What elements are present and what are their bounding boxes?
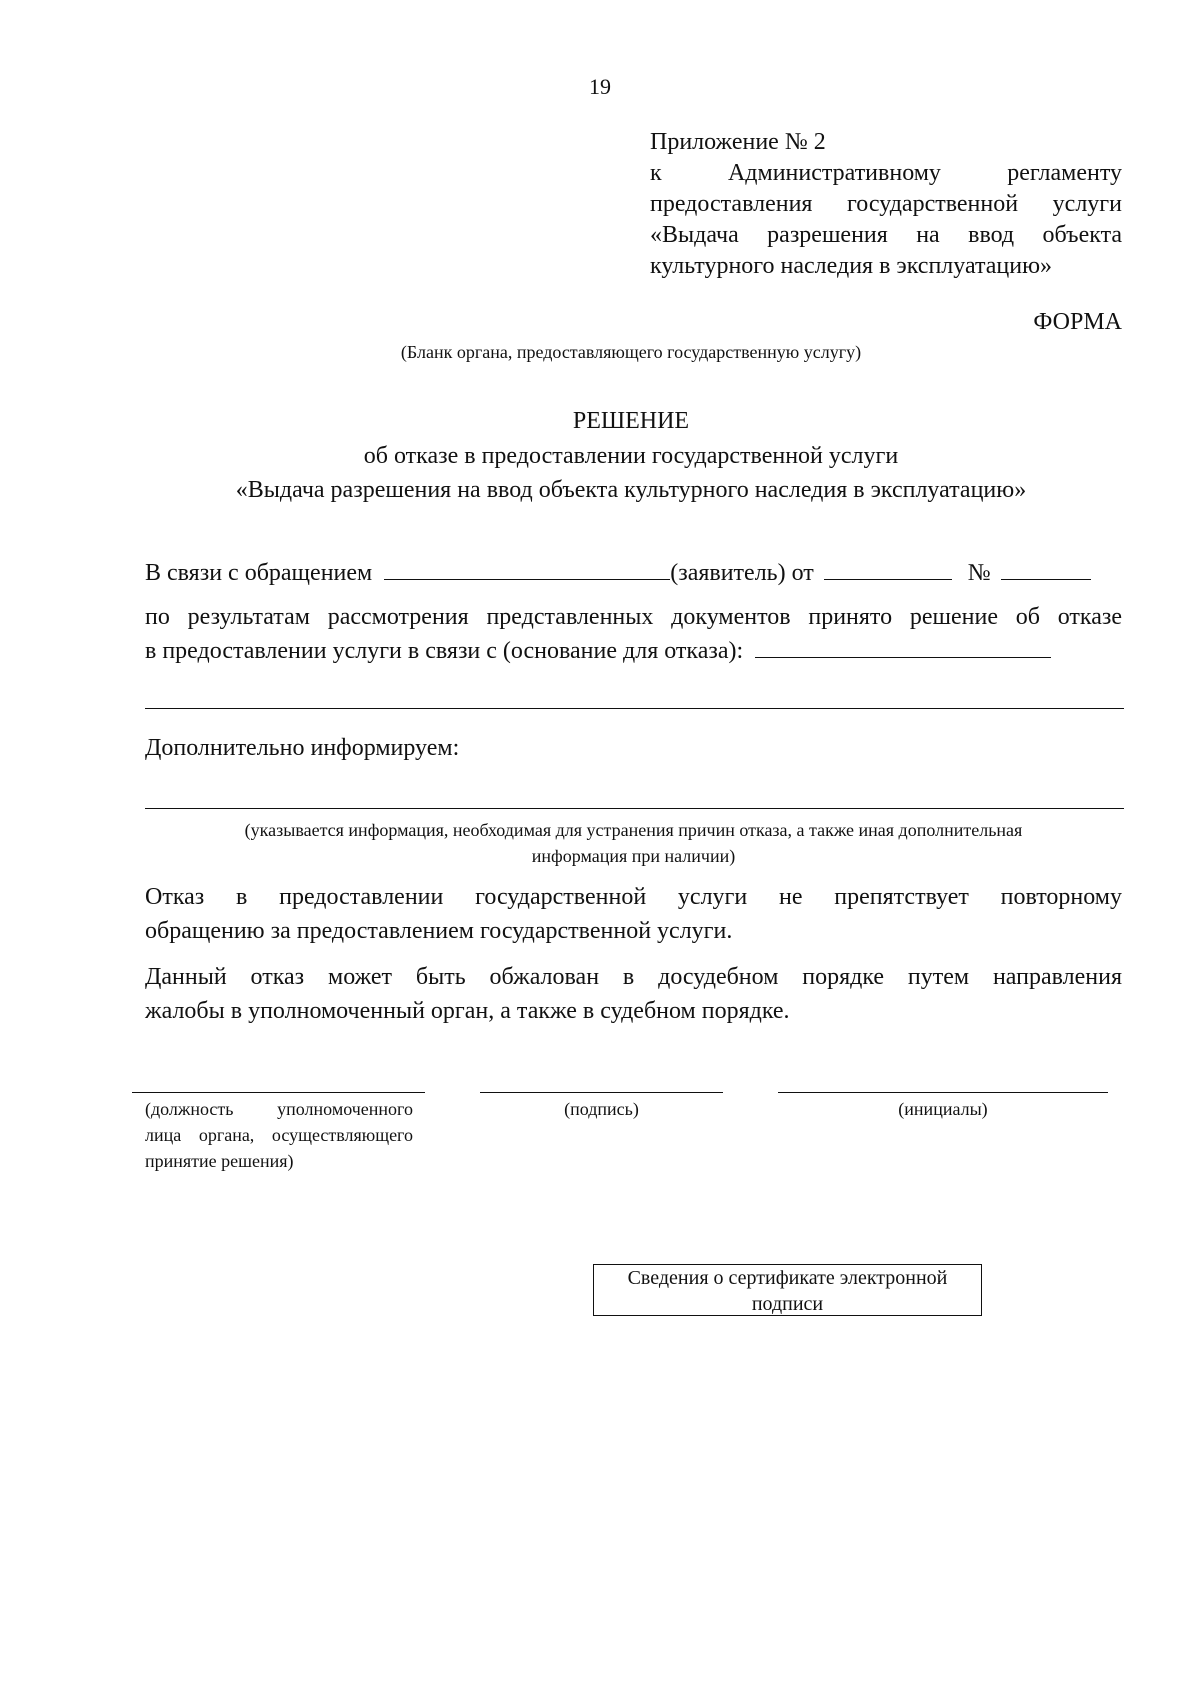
appendix-service-name-line-2: культурного наследия в эксплуатацию» bbox=[650, 253, 1053, 279]
result-line-2-wrap bbox=[145, 634, 1122, 668]
page-number: 19 bbox=[589, 74, 611, 99]
additional-note-line-1: (указывается информация, необходимая для устранения причин отказа, а также иная дополнительная bbox=[244, 820, 1023, 840]
applicant-blank[interactable] bbox=[384, 557, 670, 580]
appeal-line-1: Данный отказ может быть обжалован в досудебном порядке путем направления bbox=[145, 964, 1122, 990]
additional-note-line-2: информация при наличии) bbox=[531, 846, 736, 866]
applicant-label: (заявитель) от bbox=[670, 560, 814, 586]
position-caption: (должность уполномоченного лица органа, осуществляющего принятие решения) bbox=[145, 1099, 413, 1171]
appendix-title: Приложение № 2 bbox=[650, 129, 826, 155]
request-date-blank[interactable] bbox=[824, 557, 952, 580]
appendix-provision-line: предоставления государственной услуги bbox=[650, 191, 1122, 217]
number-sign: № bbox=[967, 560, 991, 586]
letterhead-note: (Бланк органа, предоставляющего государственную услугу) bbox=[400, 342, 862, 362]
request-number-blank[interactable] bbox=[1001, 557, 1091, 580]
signature-line[interactable] bbox=[480, 1092, 723, 1093]
result-line-2: в предоставлении услуги в связи с (основание для отказа): bbox=[145, 638, 744, 664]
e-signature-certificate-box bbox=[593, 1264, 982, 1316]
refusal-reason-blank[interactable] bbox=[755, 635, 1051, 658]
certificate-line-1: Сведения о сертификате электронной bbox=[627, 1267, 948, 1289]
appeal-line-2: жалобы в уполномоченный орган, а также в судебном порядке. bbox=[145, 998, 790, 1024]
request-prefix: В связи с обращением bbox=[145, 560, 373, 586]
refusal-line-2: обращению за предоставлением государственной услуги. bbox=[145, 918, 733, 944]
position-signature-line[interactable] bbox=[132, 1092, 425, 1093]
appendix-service-name-line: «Выдача разрешения на ввод объекта bbox=[650, 222, 1122, 248]
decision-subtitle: об отказе в предоставлении государственной услуги bbox=[363, 443, 899, 469]
result-paragraph bbox=[145, 600, 1122, 668]
decision-service-name: «Выдача разрешения на ввод объекта культурного наследия в эксплуатацию» bbox=[235, 477, 1027, 503]
request-row bbox=[145, 557, 1122, 587]
refusal-line-1: Отказ в предоставлении государственной услуги не препятствует повторному bbox=[145, 884, 1122, 910]
initials-line[interactable] bbox=[778, 1092, 1108, 1093]
appeal-paragraph bbox=[145, 960, 1122, 1028]
certificate-line-2: подписи bbox=[751, 1293, 824, 1315]
initials-caption: (инициалы) bbox=[898, 1099, 988, 1119]
signature-caption: (подпись) bbox=[564, 1099, 639, 1119]
result-line-1: по результатам рассмотрения представленных документов принято решение об отказе bbox=[145, 604, 1122, 630]
appendix-regulation-line: к Административному регламенту bbox=[650, 160, 1122, 186]
additional-info-note bbox=[145, 817, 1122, 869]
refusal-paragraph bbox=[145, 880, 1122, 948]
decision-title: РЕШЕНИЕ bbox=[572, 408, 690, 434]
additional-info-heading: Дополнительно информируем: bbox=[145, 735, 460, 761]
form-label: ФОРМА bbox=[1033, 309, 1122, 335]
additional-info-line[interactable] bbox=[145, 808, 1124, 809]
refusal-reason-continuation-line[interactable] bbox=[145, 708, 1124, 709]
appendix-header bbox=[650, 127, 1122, 282]
